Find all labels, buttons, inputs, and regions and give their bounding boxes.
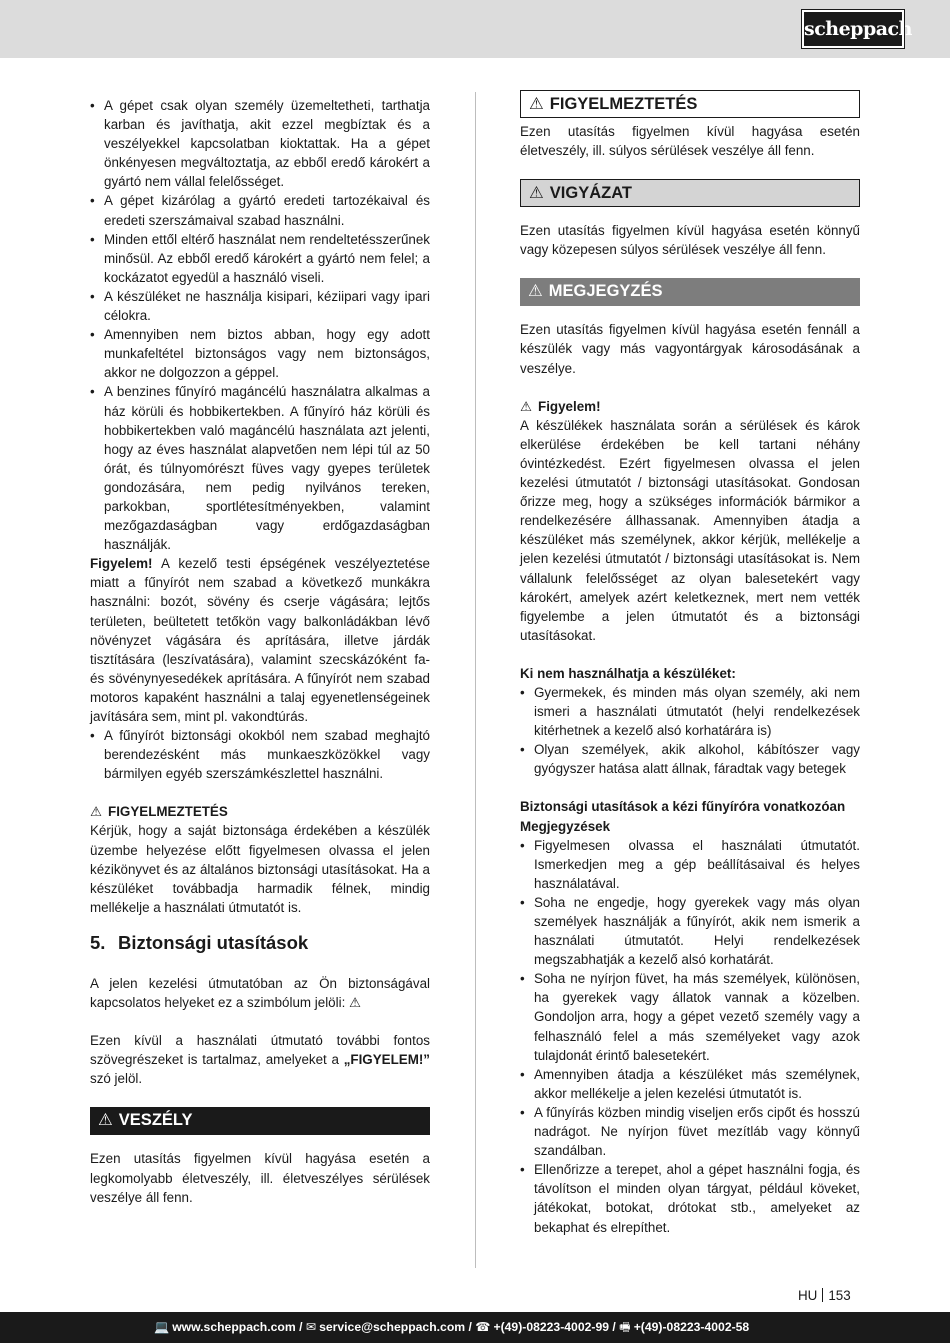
- warning-title: FIGYELMEZTETÉS: [108, 804, 228, 820]
- warning-text: Kérjük, hogy a saját biztonsága érdekében a készülék üzembe helyezése előtt figyelmesen olvassa el jelen kézikönyvet és az általános biztonsági utasításokat. Ha a készüléket továbbadja harmadik félnek, mindig mellékelje a használati útmutatót is.: [90, 823, 430, 915]
- list-item: • Olyan személyek, akik alkohol, kábítószer vagy gyógyszer hatása alatt állnak, fáradtak vagy betegek: [520, 740, 860, 778]
- warning-box-text: Ezen utasítás figyelmen kívül hagyása esetén életveszély, ill. súlyos sérülések veszélye áll fenn.: [520, 124, 860, 159]
- warning-triangle-icon: ⚠: [529, 95, 544, 113]
- list-item: • Minden ettől eltérő használat nem rendeltetésszerűnek minősül. Az ebből eredő károkért a gyártó nem felel; a kockázatot egyedül a használó viseli.: [90, 230, 430, 287]
- warning-triangle-icon: ⚠: [98, 1111, 113, 1130]
- warning-box-title: FIGYELMEZTETÉS: [549, 95, 698, 113]
- section-title: Biztonsági utasítások: [118, 931, 309, 953]
- page-number: [798, 1288, 851, 1303]
- warning-heading: [90, 802, 430, 821]
- caution-box: [520, 179, 860, 207]
- warning-box: [520, 90, 860, 118]
- intro-keyword: „FIGYELEM!”: [343, 1052, 430, 1068]
- page-number-value: 153: [828, 1288, 851, 1303]
- notice-text: Ezen utasítás figyelmen kívül hagyása esetén fennáll a készülék vagy más vagyontárgyak károsodásának a veszélye.: [520, 322, 860, 376]
- section-number: 5.: [90, 931, 106, 953]
- attention-text: A kezelő testi épségének veszélyeztetése miatt a fűnyírót nem szabad a következő munkákra használni: bozót, sövény és cserje vágására; lejtős területen, beültetett tetőkön vagy balkonládákban lévő növényzet vágására és aprítására, illetve járdák tisztítására (leszívatására), valamint szecskázóként fa- és sövénynyesedékek aprítására. A fűnyírót nem szabad motoros kapaként használni a talaj egyenetlenségeinek javítására sem, mint pl. vakondtúrás.: [90, 556, 430, 724]
- caution-text: Ezen utasítás figyelmen kívül hagyása esetén könnyű vagy közepesen súlyos sérülések veszélye áll fenn.: [520, 223, 860, 258]
- list-item: • A fűnyírás közben mindig viseljen erős cipőt és hosszú nadrágot. Ne nyírjon füvet mezítláb vagy könnyű szandálban.: [520, 1103, 860, 1160]
- section-heading: [90, 931, 430, 955]
- usage-bullet-list: [90, 96, 430, 554]
- list-item: • Figyelmesen olvassa el használati útmutatót. Ismerkedjen meg a gép beállításaival és helyes használatával.: [520, 836, 860, 893]
- attention-title: Figyelem!: [538, 398, 601, 414]
- danger-title: VESZÉLY: [118, 1111, 193, 1130]
- column-divider: [475, 92, 476, 1268]
- intro-text-c: szó jelöl.: [90, 1071, 143, 1087]
- list-item: • A fűnyírót biztonsági okokból nem szabad meghajtó berendezésként más munkaeszközökkel vagy bármilyen egyéb szerszámkészlettel használni.: [90, 726, 430, 783]
- list-item: • Ellenőrizze a terepet, ahol a gépet használni fogja, és távolítson el minden olyan tárgyat, például köveket, játékokat, botokat, drótokat stb., amelyeket az bekaphat és elrepíthet.: [520, 1160, 860, 1236]
- list-item: • Amennyiben átadja a készüléket más személynek, akkor mellékelje a jelen kezelési útmutatót is.: [520, 1065, 860, 1103]
- footer-email[interactable]: service@scheppach.com: [319, 1320, 466, 1334]
- attention-text: A készülékek használata során a sérülések és károk elkerülése érdekében be kell tartani néhány óvintézkedést. Ezért figyelmesen olvassa el jelen kezelési útmutatót / biztonsági utasításokat. Gondosan őrizze meg, hogy a szükséges információk bármikor a rendelkezésére állhassanak. Amennyiben átadja a készüléket más személynek, akkor kérjük, mellékelje a jelen kezelési útmutatót / biztonsági utasításokat is. Nem vállalunk felelősséget az olyan balesetekért vagy károkért, amelyek azért keletkeznek, mert nem vették figyelembe a jelen útmutatót és a biztonsági utasításokat.: [520, 417, 860, 643]
- fax-icon: 🖷: [619, 1320, 631, 1334]
- warning-triangle-icon: ⚠: [520, 398, 533, 414]
- warning-triangle-icon: ⚠: [90, 804, 103, 820]
- left-column: [90, 96, 430, 1207]
- footer-fax: +(49)-08223-4002-58: [633, 1320, 750, 1334]
- list-item: • A gépet kizárólag a gyártó eredeti tartozékaival és eredeti szerszámaival szabad használni.: [90, 191, 430, 229]
- top-bar: [0, 0, 950, 58]
- attention-heading: [520, 397, 860, 416]
- footer-website[interactable]: www.scheppach.com: [172, 1320, 296, 1334]
- footer-phone: +(49)-08223-4002-99: [493, 1320, 609, 1334]
- page-language: HU: [798, 1288, 818, 1303]
- computer-icon: 💻: [154, 1320, 170, 1334]
- phone-icon: ☎: [475, 1320, 491, 1334]
- usage-bullet-list-2: [90, 726, 430, 783]
- intro-paragraph-1: A jelen kezelési útmutatóban az Ön biztonságával kapcsolatos helyeket ez a szimbólum jelöli: ⚠: [90, 975, 430, 1011]
- caution-title: VIGYÁZAT: [549, 184, 632, 203]
- notes-heading: Megjegyzések: [520, 818, 611, 834]
- list-item: • A készüléket ne használja kisipari, kéziipari vagy ipari célokra.: [90, 287, 430, 325]
- list-item: • Soha ne engedje, hogy gyerekek vagy más olyan személyek használják a fűnyírót, akik nem ismerik a használati útmutatót. Helyi rendelkezések megszabhatják a kezelő alsó korhatárát.: [520, 893, 860, 969]
- list-item: • A benzines fűnyíró magáncélú használatra alkalmas a ház körüli és hobbikertekben. A fűnyíró ház körüli és hobbikertekben való magáncélú használata azt jelenti, hogy az éves használat alapvetően nem lépi túl az 50 órát, és túlnyomórészt füves vagy gyepes területek gondozására, nem pedig nyilvános tereken, parkokban, sportlétesítményekben, valamint mezőgazdaságban vagy erdőgazdaságban használják.: [90, 382, 430, 554]
- who-heading: Ki nem használhatja a készüléket:: [520, 665, 736, 681]
- right-column: [520, 96, 860, 1237]
- footer-bar: 💻 www.scheppach.com / ✉ service@scheppach.com / ☎ +(49)-08223-4002-99 / 🖷 +(49)-08223-4002-58: [0, 1312, 950, 1343]
- notes-list: [520, 836, 860, 1237]
- safety-heading: Biztonsági utasítások a kézi fűnyíróra vonatkozóan: [520, 799, 846, 815]
- who-list: [520, 683, 860, 778]
- danger-box: [90, 1107, 430, 1135]
- intro-paragraph-2: [90, 1031, 430, 1088]
- attention-label: Figyelem!: [90, 556, 153, 572]
- list-item: • Soha ne nyírjon füvet, ha más személyek, különösen, ha gyerekek vagy állatok vannak a közelben. Gondoljon arra, hogy a gépet vezető személy vagy a felhasználó felel a más személyeket vagy azok tulajdonát érintő balesetekért.: [520, 969, 860, 1064]
- notice-box: [520, 278, 860, 306]
- attention-paragraph: [90, 554, 430, 726]
- list-item: • A gépet csak olyan személy üzemeltetheti, tarthatja karban és javíthatja, akit ezzel megbíztak és a veszélyekkel kapcsolatban kioktattak. Ha a gépet önkényesen megváltoztatja, az ebből eredő károkért a gyártó nem vállal felelősséget.: [90, 96, 430, 191]
- warning-triangle-icon: ⚠: [528, 282, 543, 301]
- notice-title: MEGJEGYZÉS: [548, 282, 663, 301]
- list-item: • Gyermekek, és minden más olyan személy, aki nem ismeri a használati útmutatót (helyi rendelkezések kitérhetnek a kezelő alsó korhatárára is): [520, 683, 860, 740]
- list-item: • Amennyiben nem biztos abban, hogy egy adott munkafeltétel biztonságos vagy nem biztonságos, akkor ne dolgozzon a géppel.: [90, 325, 430, 382]
- intro-text-a: Ezen kívül a használati útmutató további fontos szövegrészeket is tartalmaz, amelyeket a: [90, 1033, 430, 1068]
- warning-triangle-icon: ⚠: [529, 184, 544, 203]
- danger-text: Ezen utasítás figyelmen kívül hagyása esetén a legkomolyabb életveszély, ill. életveszélyes sérülések veszélye áll fenn.: [90, 1151, 430, 1205]
- mail-icon: ✉: [305, 1320, 317, 1334]
- scheppach-logo: scheppach: [802, 10, 904, 48]
